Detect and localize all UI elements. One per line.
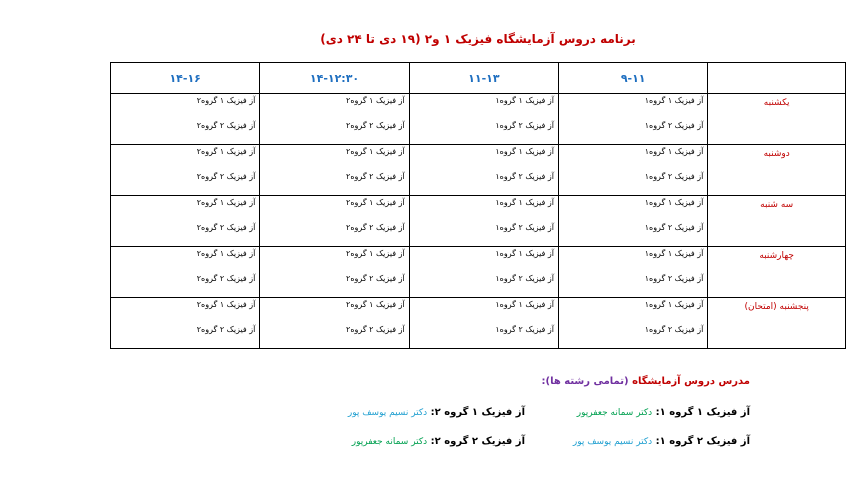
- cell-line: آز فیزیک ۲ گروه۲: [346, 325, 405, 334]
- cell-line: آز فیزیک ۱ گروه۲: [196, 147, 256, 156]
- table-cell: [260, 196, 409, 247]
- cell-line: آز فیزیک ۱ گروه۱: [495, 300, 555, 309]
- table-cell: [559, 196, 708, 247]
- cell-line: آز فیزیک ۲ گروه۲: [196, 121, 256, 130]
- cell-line: آز فیزیک ۲ گروه۱: [495, 325, 555, 334]
- cell-line: آز فیزیک ۲ گروه۲: [196, 172, 256, 181]
- instructor-entry: [573, 436, 750, 447]
- cell-line: آز فیزیک ۲ گروه۱: [495, 172, 555, 181]
- table-cell: [111, 94, 260, 145]
- instructor-entry: [577, 407, 750, 418]
- cell-line: آز فیزیک ۲ گروه۱: [644, 121, 704, 130]
- cell-line: آز فیزیک ۱ گروه۲: [196, 249, 256, 258]
- cell-line: آز فیزیک ۱ گروه۲: [346, 300, 405, 309]
- course-group-label: آز فیزیک ۲ گروه ۲:: [430, 436, 525, 447]
- table-cell: [409, 247, 558, 298]
- column-header: ۱۴-۱۲:۳۰: [260, 63, 409, 94]
- instructor-name: دکتر سمانه جعفرپور: [576, 408, 653, 418]
- instructors-heading: [542, 376, 750, 387]
- cell-line: آز فیزیک ۲ گروه۲: [346, 274, 405, 283]
- cell-line: آز فیزیک ۱ گروه۱: [495, 147, 555, 156]
- table-cell: [260, 298, 409, 349]
- course-group-label: آز فیزیک ۱ گروه ۲:: [430, 407, 525, 418]
- day-label: سه شنبه: [708, 196, 846, 247]
- table-row: [111, 196, 846, 247]
- table-row: [111, 247, 846, 298]
- schedule-table: [110, 62, 846, 349]
- column-header: ۱۴-۱۶: [111, 63, 260, 94]
- instructor-name: دکتر سمانه جعفرپور: [351, 437, 428, 447]
- cell-line: آز فیزیک ۱ گروه۱: [495, 96, 555, 105]
- instructor-name: دکتر نسیم یوسف پور: [347, 408, 428, 418]
- cell-line: آز فیزیک ۱ گروه۲: [196, 198, 256, 207]
- table-header-row: [111, 63, 846, 94]
- cell-line: آز فیزیک ۱ گروه۲: [346, 147, 405, 156]
- cell-line: آز فیزیک ۲ گروه۱: [644, 223, 704, 232]
- course-group-label: آز فیزیک ۱ گروه ۱:: [655, 407, 750, 418]
- table-cell: [559, 298, 708, 349]
- table-cell: [409, 145, 558, 196]
- cell-line: آز فیزیک ۲ گروه۲: [346, 121, 405, 130]
- table-cell: [409, 298, 558, 349]
- cell-line: آز فیزیک ۱ گروه۱: [644, 147, 704, 156]
- day-label: چهارشنبه: [708, 247, 846, 298]
- instructor-entry: [352, 436, 525, 447]
- table-cell: [409, 196, 558, 247]
- table-cell: [559, 247, 708, 298]
- cell-line: آز فیزیک ۱ گروه۲: [196, 300, 256, 309]
- cell-line: آز فیزیک ۱ گروه۱: [644, 198, 704, 207]
- table-cell: [111, 247, 260, 298]
- instructors-section: [0, 368, 850, 468]
- cell-line: آز فیزیک ۲ گروه۱: [644, 274, 704, 283]
- cell-line: آز فیزیک ۲ گروه۱: [644, 325, 704, 334]
- cell-line: آز فیزیک ۱ گروه۲: [346, 249, 405, 258]
- table-cell: [111, 196, 260, 247]
- cell-line: آز فیزیک ۲ گروه۱: [495, 274, 555, 283]
- day-label: دوشنبه: [708, 145, 846, 196]
- instructor-entry: [348, 407, 525, 418]
- course-group-label: آز فیزیک ۲ گروه ۱:: [655, 436, 750, 447]
- table-cell: [111, 145, 260, 196]
- cell-line: آز فیزیک ۲ گروه۲: [196, 274, 256, 283]
- cell-line: آز فیزیک ۲ گروه۱: [644, 172, 704, 181]
- instructors-heading-note: (تمامی رشته ها):: [541, 376, 629, 387]
- table-row: [111, 94, 846, 145]
- table-cell: [260, 94, 409, 145]
- cell-line: آز فیزیک ۱ گروه۱: [644, 96, 704, 105]
- column-header: [708, 63, 846, 94]
- cell-line: آز فیزیک ۱ گروه۱: [644, 300, 704, 309]
- table-cell: [260, 145, 409, 196]
- table-row: [111, 145, 846, 196]
- cell-line: آز فیزیک ۲ گروه۲: [346, 223, 405, 232]
- page-title: برنامه دروس آزمایشگاه فیزیک ۱ و۲ (۱۹ دی تا ۲۴ دی): [320, 32, 636, 46]
- table-cell: [559, 145, 708, 196]
- instructors-heading-text: مدرس دروس آزمایشگاه: [632, 376, 750, 387]
- cell-line: آز فیزیک ۱ گروه۱: [644, 249, 704, 258]
- table-row: [111, 298, 846, 349]
- cell-line: آز فیزیک ۲ گروه۱: [495, 121, 555, 130]
- column-header: ۹-۱۱: [559, 63, 708, 94]
- day-label: پنجشنبه (امتحان): [708, 298, 846, 349]
- table-cell: [111, 298, 260, 349]
- cell-line: آز فیزیک ۱ گروه۲: [346, 198, 405, 207]
- cell-line: آز فیزیک ۱ گروه۲: [196, 96, 256, 105]
- table-cell: [409, 94, 558, 145]
- cell-line: آز فیزیک ۱ گروه۱: [495, 249, 555, 258]
- cell-line: آز فیزیک ۲ گروه۲: [346, 172, 405, 181]
- instructor-name: دکتر نسیم یوسف پور: [572, 437, 653, 447]
- table-cell: [559, 94, 708, 145]
- column-header: ۱۱-۱۳: [409, 63, 558, 94]
- cell-line: آز فیزیک ۱ گروه۱: [495, 198, 555, 207]
- cell-line: آز فیزیک ۲ گروه۲: [196, 223, 256, 232]
- day-label: یکشنبه: [708, 94, 846, 145]
- cell-line: آز فیزیک ۲ گروه۲: [196, 325, 256, 334]
- cell-line: آز فیزیک ۲ گروه۱: [495, 223, 555, 232]
- table-cell: [260, 247, 409, 298]
- cell-line: آز فیزیک ۱ گروه۲: [346, 96, 405, 105]
